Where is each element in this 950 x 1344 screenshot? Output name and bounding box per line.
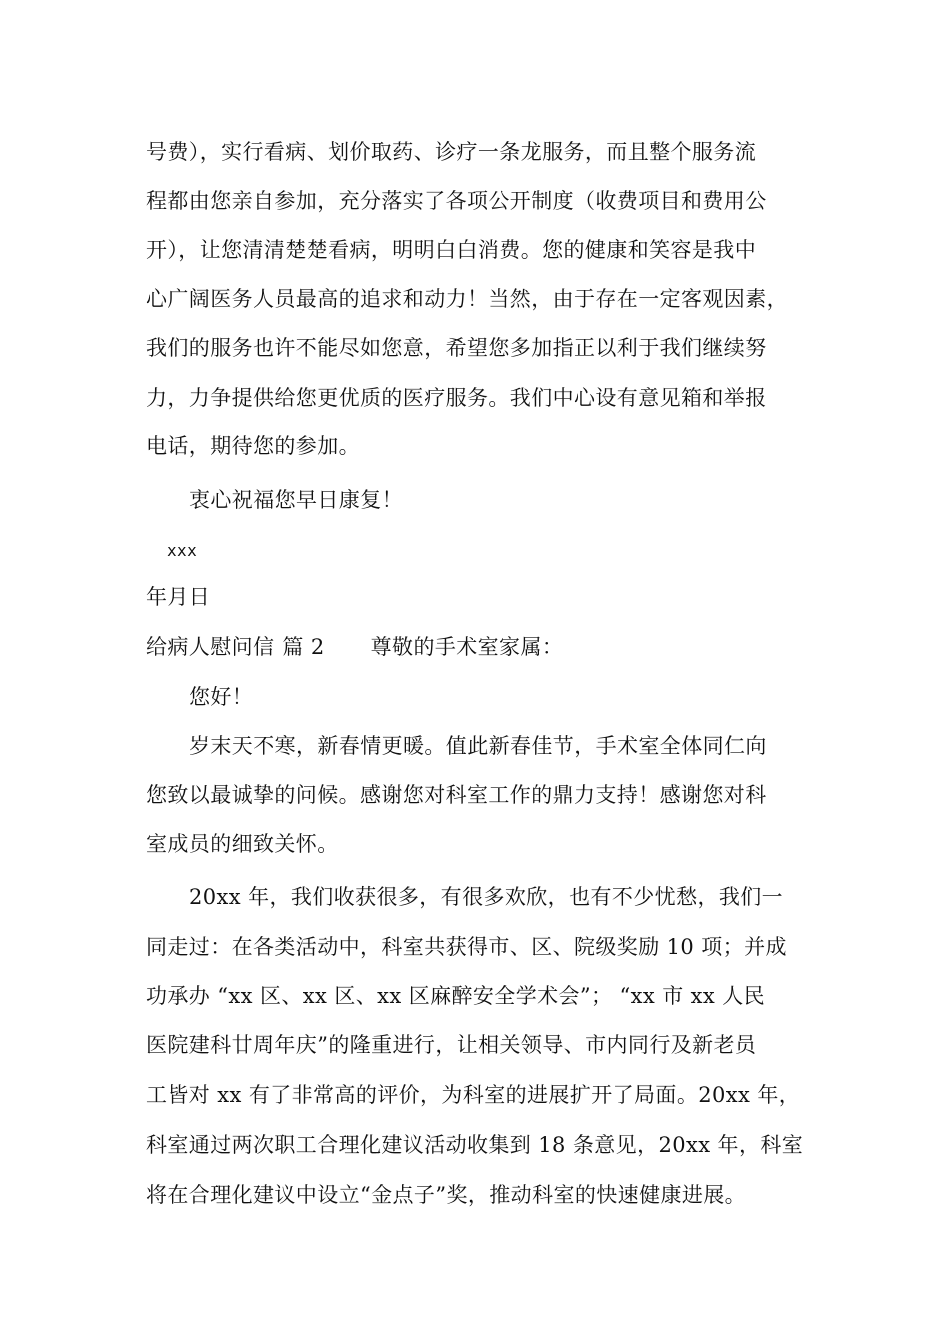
paragraph-line: 心广阔医务人员最高的追求和动力！当然，由于存在一定客观因素， (146, 287, 788, 311)
signature: xxx (167, 541, 198, 560)
date-line: 年月日 (146, 585, 211, 609)
closing-wish: 衷心祝福您早日康复！ (189, 488, 403, 512)
section-title: 给病人慰问信 (146, 635, 275, 659)
paragraph-line: 室成员的细致关怀。 (146, 832, 339, 856)
salutation: 尊敬的手术室家属： (370, 635, 564, 659)
paragraph-line: 电话，期待您的参加。 (146, 434, 360, 458)
paragraph-line: 将在合理化建议中设立“金点子”奖，推动科室的快速健康进展。 (146, 1183, 747, 1207)
paragraph-line: 工皆对 xx 有了非常高的评价，为科室的进展扩开了局面。20xx 年， (146, 1083, 801, 1107)
paragraph-line: 开），让您清清楚楚看病，明明白白消费。您的健康和笑容是我中 (146, 238, 757, 262)
section-number: 篇 2 (282, 635, 325, 659)
paragraph-line: 您致以最诚挚的问候。感谢您对科室工作的鼎力支持！感谢您对科 (146, 783, 767, 807)
section-header (146, 632, 563, 662)
paragraph-line: 功承办 “xx 区、xx 区、xx 区麻醉安全学术会”； “xx 市 xx 人民 (146, 984, 766, 1008)
greeting: 您好！ (189, 685, 254, 709)
paragraph-line: 号费），实行看病、划价取药、诊疗一条龙服务，而且整个服务流 (146, 140, 757, 164)
paragraph-line: 医院建科廿周年庆”的隆重进行，让相关领导、市内同行及新老员 (146, 1033, 757, 1057)
paragraph-line: 力，力争提供给您更优质的医疗服务。我们中心设有意见箱和举报 (146, 386, 767, 410)
paragraph-line: 我们的服务也许不能尽如您意，希望您多加指正以利于我们继续努 (146, 336, 767, 360)
paragraph-line: 20xx 年，我们收获很多，有很多欢欣，也有不少忧愁，我们一 (189, 885, 784, 909)
paragraph-line: 科室通过两次职工合理化建议活动收集到 18 条意见，20xx 年，科室 (146, 1133, 804, 1157)
paragraph-line: 同走过：在各类活动中，科室共获得市、区、院级奖励 10 项；并成 (146, 935, 787, 959)
paragraph-line: 程都由您亲自参加，充分落实了各项公开制度（收费项目和费用公 (146, 189, 767, 213)
paragraph-line: 岁末天不寒，新春情更暖。值此新春佳节，手术室全体同仁向 (189, 734, 767, 758)
